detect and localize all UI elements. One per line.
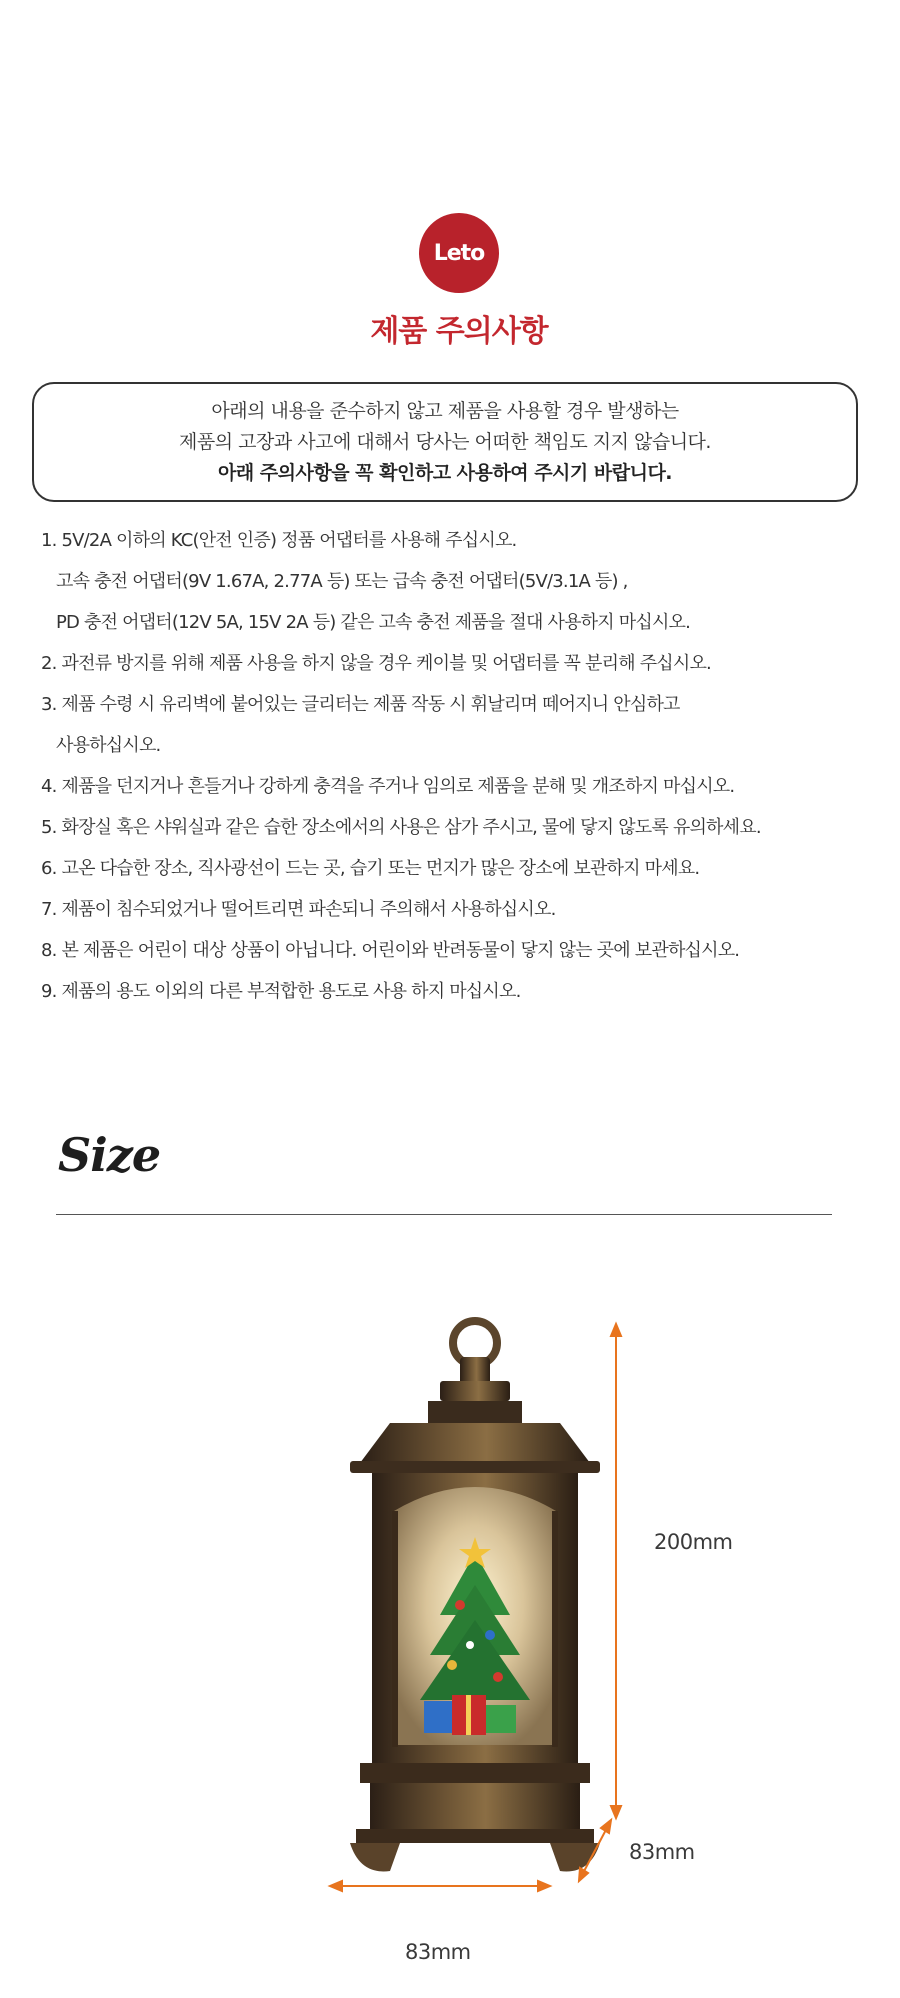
caution-item-continued: 고속 충전 어댑터(9V 1.67A, 2.77A 등) 또는 급속 충전 어댑터(5V/3.1A 등) ,	[56, 571, 628, 592]
notice-line: 제품의 고장과 사고에 대해서 당사는 어떠한 책임도 지지 않습니다.	[179, 430, 711, 453]
caution-item: 3. 제품 수령 시 유리벽에 붙어있는 글리터는 제품 작동 시 휘날리며 떼어지니 안심하고	[41, 694, 680, 715]
caution-list	[41, 520, 881, 1012]
brand-logo	[419, 213, 499, 293]
caution-item: 2. 과전류 방지를 위해 제품 사용을 하지 않을 경우 케이블 및 어댑터를 꼭 분리해 주십시오.	[41, 653, 711, 674]
caution-item: 8. 본 제품은 어린이 대상 상품이 아닙니다. 어린이와 반려동물이 닿지 않는 곳에 보관하십시오.	[41, 940, 740, 961]
caution-title: 제품 주의사항	[370, 314, 548, 349]
caution-notice-box	[32, 382, 858, 502]
size-heading: Size	[58, 1128, 161, 1182]
lantern-product-image	[320, 1315, 630, 1875]
width-arrow-head-right	[538, 1881, 550, 1891]
notice-line: 아래의 내용을 준수하지 않고 제품을 사용할 경우 발생하는	[211, 399, 679, 422]
width-dimension-label: 83mm	[405, 1940, 471, 1964]
caution-item: 5. 화장실 혹은 샤워실과 같은 습한 장소에서의 사용은 삼가 주시고, 물에 닿지 않도록 유의하세요.	[41, 817, 761, 838]
notice-line-emphasis: 아래 주의사항을 꼭 확인하고 사용하여 주시기 바랍니다.	[217, 461, 673, 484]
caution-item: 9. 제품의 용도 이외의 다른 부적합한 용도로 사용 하지 마십시오.	[41, 981, 521, 1002]
caution-item: 1. 5V/2A 이하의 KC(안전 인증) 정품 어댑터를 사용해 주십시오.	[41, 530, 517, 551]
brand-logo-text: Leto	[433, 240, 485, 266]
width-arrow-head-left	[330, 1881, 342, 1891]
height-dimension-label: 200mm	[654, 1530, 733, 1554]
caution-item-continued: 사용하십시오.	[56, 735, 161, 756]
depth-dimension-label: 83mm	[629, 1840, 695, 1864]
caution-item: 4. 제품을 던지거나 흔들거나 강하게 충격을 주거나 임의로 제품을 분해 및 개조하지 마십시오.	[41, 776, 735, 797]
size-divider	[56, 1214, 832, 1215]
caution-item: 6. 고온 다습한 장소, 직사광선이 드는 곳, 습기 또는 먼지가 많은 장소에 보관하지 마세요.	[41, 858, 700, 879]
caution-item-continued: PD 충전 어댑터(12V 5A, 15V 2A 등) 같은 고속 충전 제품을 절대 사용하지 마십시오.	[56, 612, 691, 633]
caution-item: 7. 제품이 침수되었거나 떨어트리면 파손되니 주의해서 사용하십시오.	[41, 899, 556, 920]
